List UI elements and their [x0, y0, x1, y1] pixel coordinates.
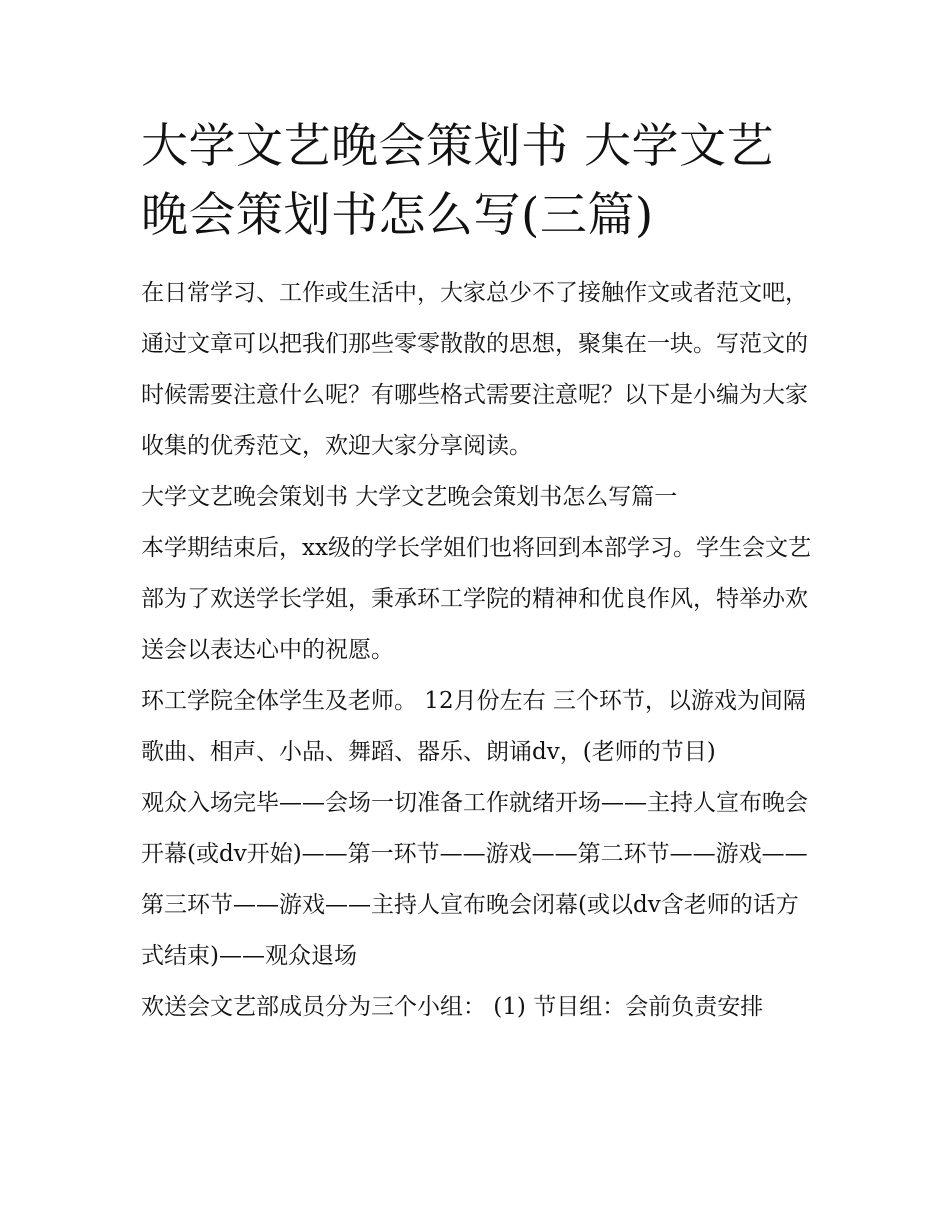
audience-time-paragraph: 环工学院全体学生及老师。 12月份左右 三个环节，以游戏为间隔 歌曲、相声、小品、舞蹈、器乐、朗诵dv，(老师的节目): [141, 688, 806, 765]
program-flow-paragraph: 观众入场完毕——会场一切准备工作就绪开场——主持人宣布晚会开幕(或dv开始)——第一环节——游戏——第二环节——游戏——第三环节——游戏——主持人宣布晚会闭幕(或以dv含老师的话方式结束)——观众退场: [141, 790, 808, 969]
section-heading-paragraph: 大学文艺晚会策划书 大学文艺晚会策划书怎么写篇一: [141, 484, 678, 510]
intro-paragraph: 在日常学习、工作或生活中，大家总少不了接触作文或者范文吧，通过文章可以把我们那些零零散散的思想，聚集在一块。写范文的时候需要注意什么呢？有哪些格式需要注意呢？以下是小编为大家收集的优秀范文，欢迎大家分享阅读。: [141, 280, 808, 459]
staff-groups-paragraph: 欢送会文艺部成员分为三个小组： (1) 节目组：会前负责安排: [141, 994, 764, 1020]
background-paragraph: 本学期结束后，xx级的学长学姐们也将回到本部学习。学生会文艺部为了欢送学长学姐，秉承环工学院的精神和优良作风，特举办欢送会以表达心中的祝愿。: [141, 535, 811, 663]
document-title: 大学文艺晚会策划书 大学文艺晚会策划书怎么写(三篇): [141, 119, 774, 243]
document-body: [141, 112, 821, 1033]
